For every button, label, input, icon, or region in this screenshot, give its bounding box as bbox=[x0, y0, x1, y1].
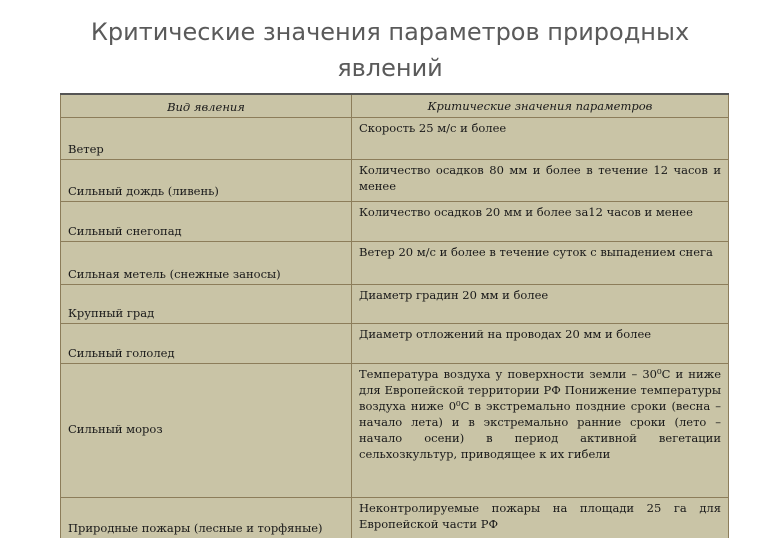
criteria-cell: Температура воздуха у поверхности земли – 30⁰С и ниже для Европейской территории РФ Понижение температуры воздуха ниже 0⁰С в экстремально поздние сроки (весна – начало лета) и в экстремально ранние сроки (лето – начало осени) в период активной вегетации сельхозкультур, приводящее к их гибели bbox=[352, 364, 729, 498]
phenomenon-cell: Крупный град bbox=[61, 285, 352, 324]
header-phenomenon: Вид явления bbox=[61, 94, 352, 118]
phenomenon-cell: Сильный снегопад bbox=[61, 202, 352, 242]
table-row bbox=[61, 202, 729, 242]
criteria-cell: Количество осадков 20 мм и более за12 часов и менее bbox=[352, 202, 729, 242]
table-row bbox=[61, 324, 729, 364]
criteria-cell: Диаметр градин 20 мм и более bbox=[352, 285, 729, 324]
table-row bbox=[61, 498, 729, 538]
table-row bbox=[61, 118, 729, 160]
table-row bbox=[61, 160, 729, 202]
header-criteria: Критические значения параметров bbox=[352, 94, 729, 118]
criteria-cell: Неконтролируемые пожары на площади 25 га для Европейской части РФ bbox=[352, 498, 729, 538]
phenomenon-cell: Сильный дождь (ливень) bbox=[61, 160, 352, 202]
criteria-cell: Скорость 25 м/с и более bbox=[352, 118, 729, 160]
phenomenon-cell: Сильный мороз bbox=[61, 364, 352, 498]
table-header-row bbox=[61, 94, 729, 118]
page-title bbox=[40, 14, 740, 86]
criteria-cell: Ветер 20 м/с и более в течение суток с выпадением снега bbox=[352, 242, 729, 285]
phenomenon-cell: Сильная метель (снежные заносы) bbox=[61, 242, 352, 285]
page-title-line-2: явлений bbox=[337, 54, 443, 82]
criteria-cell: Количество осадков 80 мм и более в течение 12 часов и менее bbox=[352, 160, 729, 202]
table-row bbox=[61, 285, 729, 324]
page-title-line-1: Критические значения параметров природных bbox=[90, 18, 690, 46]
phenomenon-cell: Природные пожары (лесные и торфяные) bbox=[61, 498, 352, 538]
phenomenon-cell: Ветер bbox=[61, 118, 352, 160]
critical-values-table bbox=[60, 93, 729, 538]
phenomenon-cell: Сильный гололед bbox=[61, 324, 352, 364]
table-row bbox=[61, 364, 729, 498]
table-row bbox=[61, 242, 729, 285]
criteria-cell: Диаметр отложений на проводах 20 мм и более bbox=[352, 324, 729, 364]
